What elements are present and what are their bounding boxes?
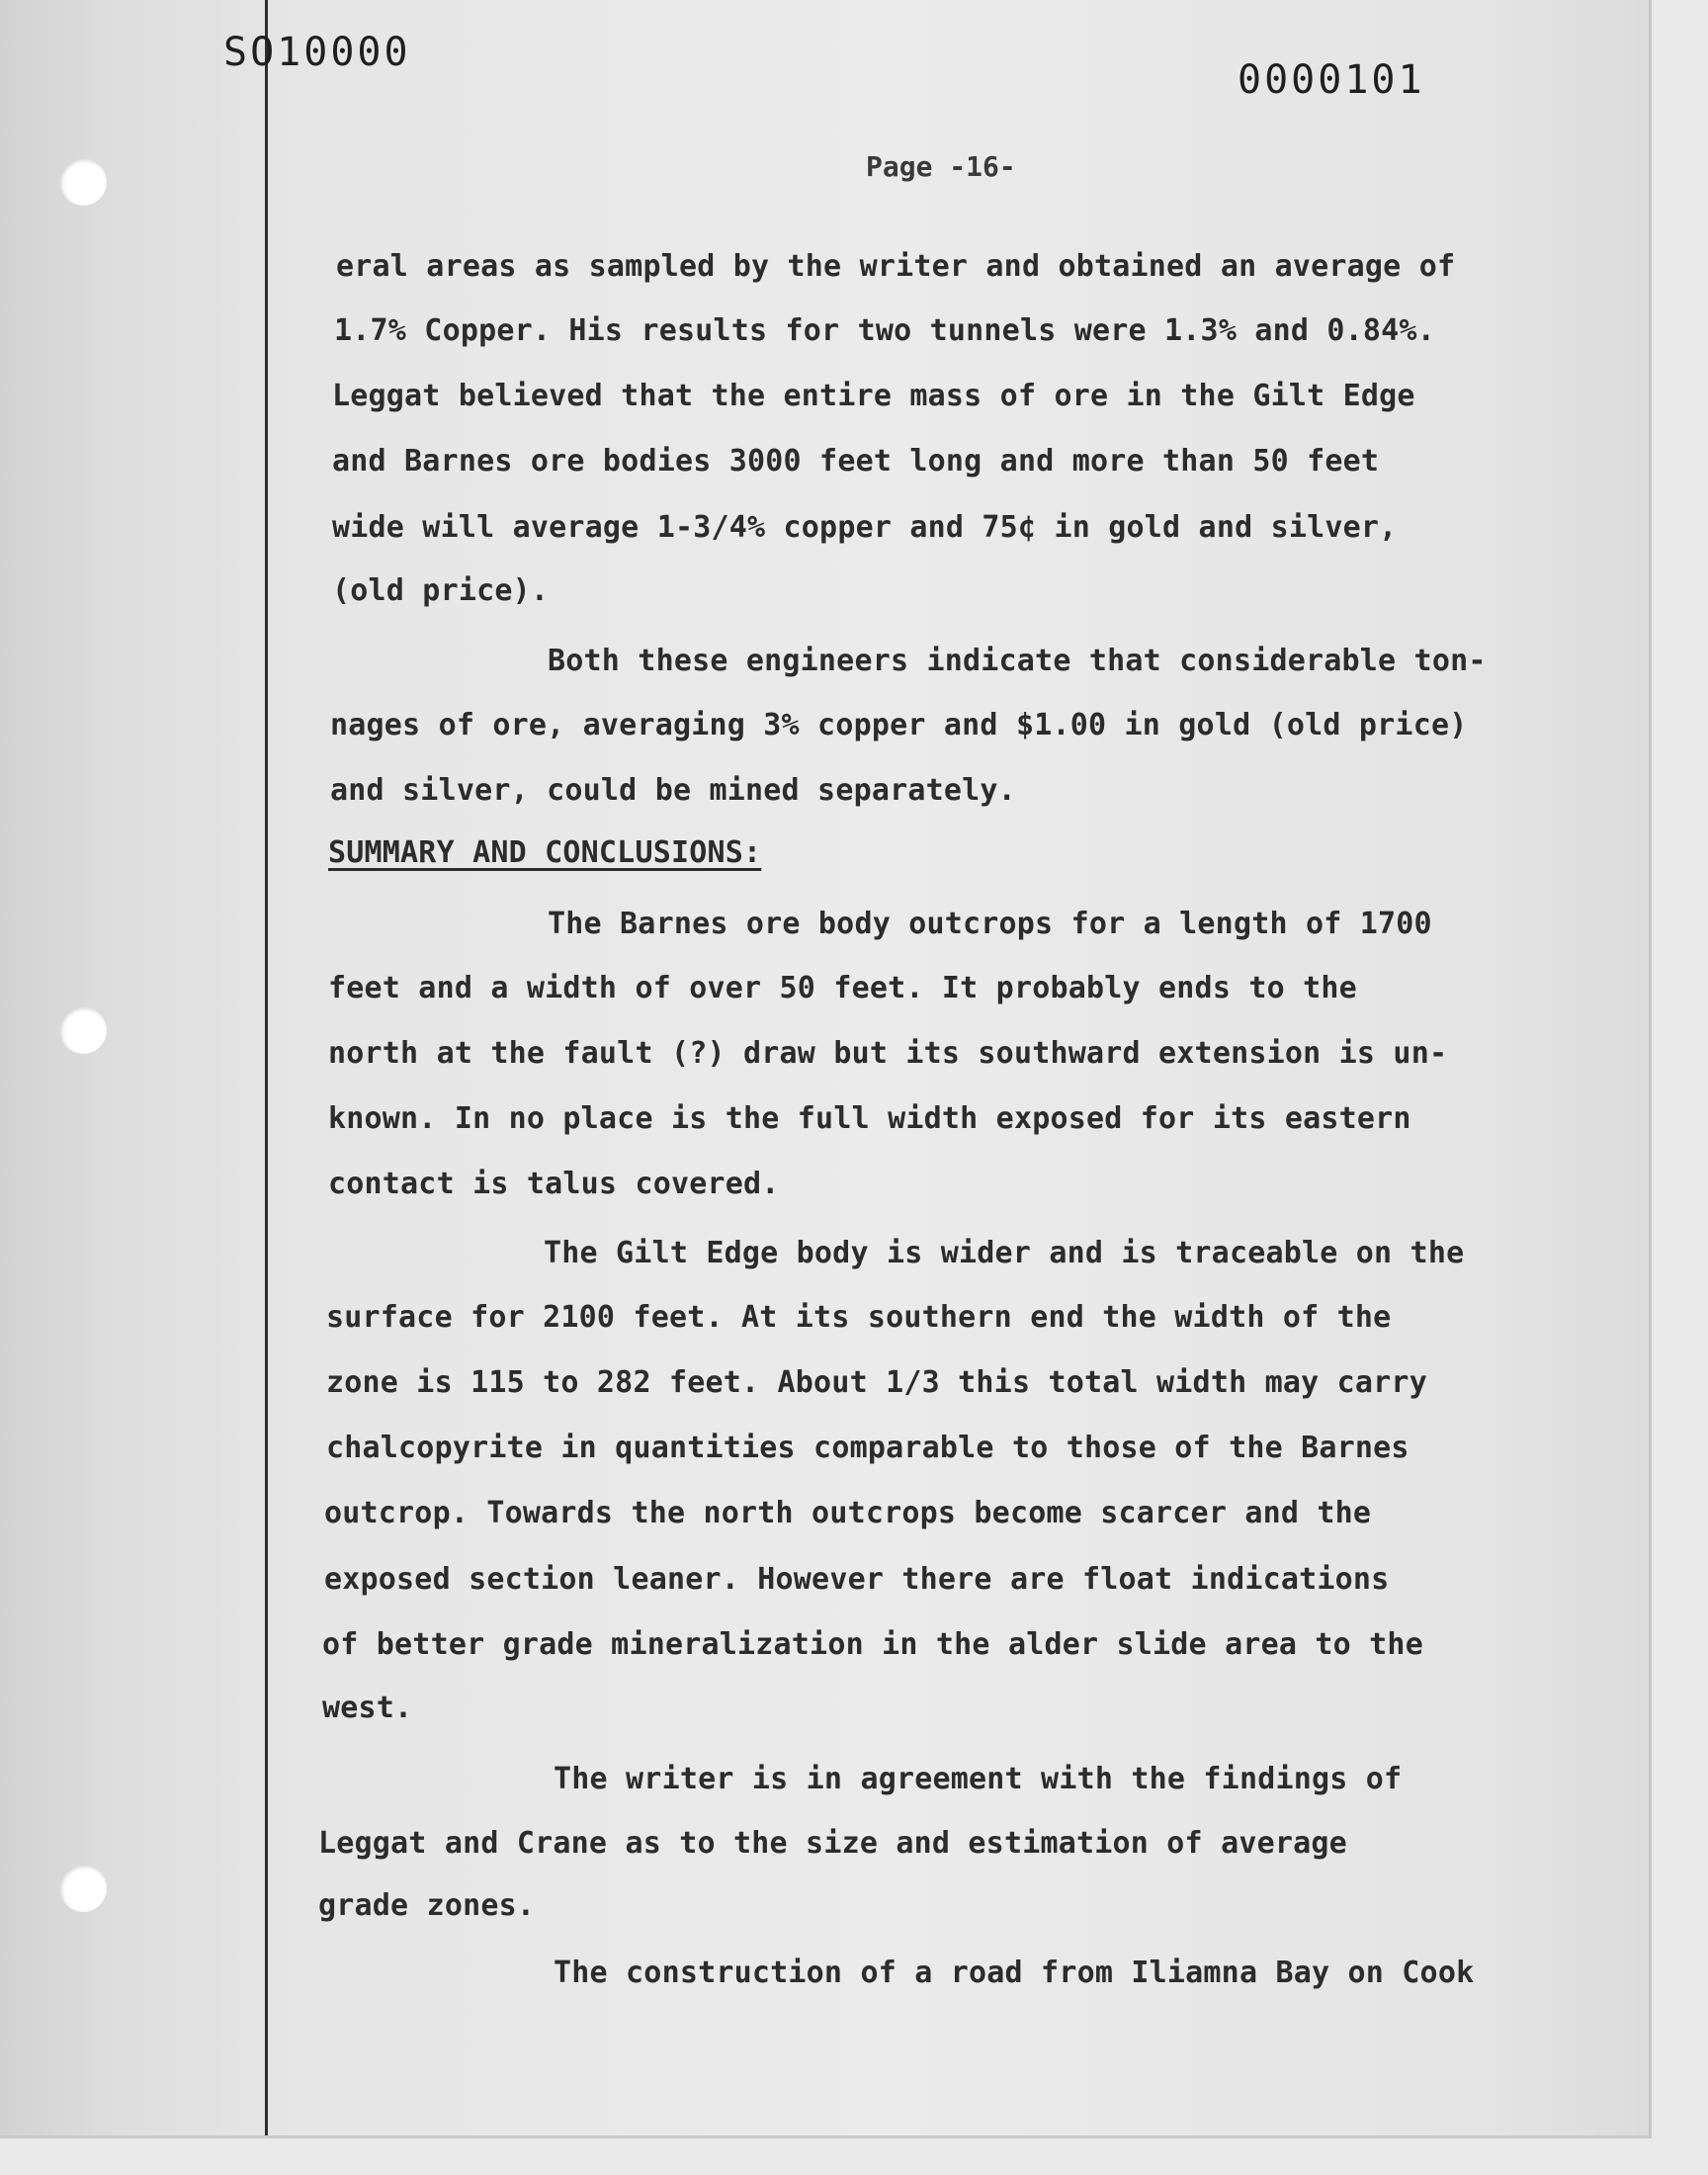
page-number: Page -16- bbox=[866, 150, 1016, 183]
punch-hole-middle bbox=[59, 1006, 107, 1054]
text-line: Both these engineers indicate that considerable ton- bbox=[548, 644, 1487, 678]
text-line: of better grade mineralization in the alder slide area to the bbox=[322, 1627, 1423, 1662]
text-line: surface for 2100 feet. At its southern end the width of the bbox=[326, 1300, 1392, 1335]
punch-hole-bottom bbox=[59, 1865, 107, 1912]
text-line: exposed section leaner. However there are float indications bbox=[324, 1562, 1390, 1597]
text-line: wide will average 1-3/4% copper and 75¢ in gold and silver, bbox=[332, 510, 1398, 545]
text-line: grade zones. bbox=[318, 1888, 536, 1923]
text-line: 1.7% Copper. His results for two tunnels were 1.3% and 0.84%. bbox=[334, 313, 1435, 348]
text-line: contact is talus covered. bbox=[328, 1167, 780, 1201]
text-line: north at the fault (?) draw but its southward extension is un- bbox=[328, 1036, 1448, 1071]
text-line: eral areas as sampled by the writer and obtained an average of bbox=[336, 249, 1456, 284]
text-line: west. bbox=[322, 1691, 413, 1725]
text-line: Leggat believed that the entire mass of ore in the Gilt Edge bbox=[332, 379, 1415, 413]
text-line: Leggat and Crane as to the size and estimation of average bbox=[318, 1826, 1347, 1861]
text-line: The Barnes ore body outcrops for a length of 1700 bbox=[548, 907, 1432, 941]
document-stamp-left: SO10000 bbox=[223, 30, 411, 75]
text-line: and silver, could be mined separately. bbox=[330, 773, 1016, 808]
binding-margin-line bbox=[265, 0, 268, 2135]
text-line: feet and a width of over 50 feet. It probably ends to the bbox=[328, 971, 1357, 1005]
text-line: chalcopyrite in quantities comparable to those of the Barnes bbox=[326, 1431, 1409, 1465]
text-line: The Gilt Edge body is wider and is traceable on the bbox=[544, 1236, 1465, 1270]
punch-hole-top bbox=[59, 158, 107, 206]
text-line: zone is 115 to 282 feet. About 1/3 this total width may carry bbox=[326, 1365, 1427, 1400]
text-line: known. In no place is the full width exposed for its eastern bbox=[328, 1101, 1411, 1136]
text-line: nages of ore, averaging 3% copper and $1.00 in gold (old price) bbox=[330, 708, 1468, 742]
document-stamp-right: 0000101 bbox=[1238, 57, 1425, 103]
text-line: (old price). bbox=[332, 573, 550, 608]
text-line: The writer is in agreement with the findings of bbox=[554, 1762, 1403, 1796]
text-line: and Barnes ore bodies 3000 feet long and more than 50 feet bbox=[332, 444, 1380, 478]
section-heading: SUMMARY AND CONCLUSIONS: bbox=[328, 835, 762, 870]
text-line: The construction of a road from Iliamna Bay on Cook bbox=[554, 1956, 1475, 1990]
text-line: outcrop. Towards the north outcrops become scarcer and the bbox=[324, 1496, 1372, 1530]
